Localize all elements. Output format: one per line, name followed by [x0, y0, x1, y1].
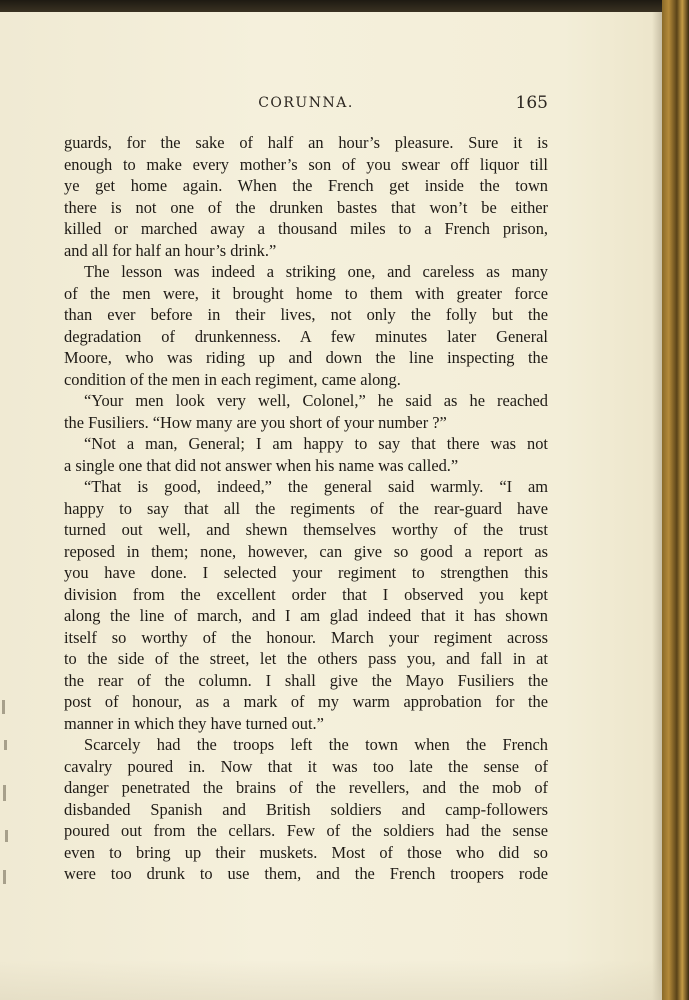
page-number: 165 [515, 93, 548, 113]
text-line: turned out well, and shewn themselves worthy of the trust [64, 520, 548, 539]
text-line: of the men were, it brought home to them with greater force [64, 283, 548, 303]
text-line: ye get home again. When the French get inside the town [64, 176, 548, 195]
text-line: condition of the men in each regiment, came along. [64, 369, 401, 389]
text-line: there is not one of the drunken bastes that won’t be either [64, 197, 548, 217]
text-line: post of honour, as a mark of my warm approbation for the [64, 692, 548, 711]
margin-mark [5, 830, 8, 842]
running-head: CORUNNA. [258, 95, 354, 111]
paragraph-start-line: Scarcely had the troops left the town when the French [84, 735, 548, 754]
text-line: the rear of the column. I shall give the Mayo Fusiliers the [64, 670, 548, 690]
text-line: poured out from the cellars. Few of the soldiers had the sense [64, 821, 548, 840]
paragraph-start-line: “Your men look very well, Colonel,” he said as he reached [84, 391, 548, 410]
text-line: happy to say that all the regiments of the rear-guard have [64, 498, 548, 518]
page-bottom-shade [0, 960, 662, 1000]
text-line: along the line of march, and I am glad indeed that it has shown [64, 606, 548, 625]
text-line: disbanded Spanish and British soldiers and camp-followers [64, 799, 548, 819]
text-line: Moore, who was riding up and down the line inspecting the [64, 348, 548, 367]
text-line: you have done. I selected your regiment to strengthen this [64, 563, 548, 582]
book-top-edge [0, 0, 689, 12]
text-line: the Fusiliers. “How many are you short of your number ?” [64, 412, 447, 432]
text-line: a single one that did not answer when his name was called.” [64, 455, 459, 475]
paragraph-start-line: The lesson was indeed a striking one, and careless as many [84, 262, 548, 281]
margin-mark [3, 870, 6, 884]
book-spine [662, 0, 689, 1000]
body-text [64, 132, 548, 885]
text-line: reposed in them; none, however, can give so good a report as [64, 541, 548, 561]
text-line: killed or marched away a thousand miles to a French prison, [64, 219, 548, 238]
text-line: and all for half an hour’s drink.” [64, 240, 277, 260]
text-line: were too drunk to use them, and the French troopers rode [64, 864, 548, 883]
margin-mark [4, 740, 7, 750]
margin-mark [2, 700, 5, 714]
text-line: itself so worthy of the honour. March your regiment across [64, 627, 548, 647]
text-line: enough to make every mother’s son of you swear off liquor till [64, 154, 548, 174]
margin-mark [3, 785, 6, 801]
text-line: division from the excellent order that I observed you kept [64, 584, 548, 604]
margin-marks [0, 700, 14, 900]
text-line: cavalry poured in. Now that it was too late the sense of [64, 756, 548, 776]
text-line: danger penetrated the brains of the revellers, and the mob of [64, 778, 548, 797]
text-line: even to bring up their muskets. Most of those who did so [64, 842, 548, 862]
text-line: guards, for the sake of half an hour’s pleasure. Sure it is [64, 133, 548, 152]
text-line: manner in which they have turned out.” [64, 713, 324, 733]
paragraph-start-line: “Not a man, General; I am happy to say that there was not [84, 434, 548, 453]
text-line: to the side of the street, let the others pass you, and fall in at [64, 649, 548, 668]
text-line: than ever before in their lives, not only the folly but the [64, 305, 548, 324]
page-header [64, 93, 548, 117]
paragraph-start-line: “That is good, indeed,” the general said warmly. “I am [84, 477, 548, 496]
text-line: degradation of drunkenness. A few minutes later General [64, 326, 548, 346]
